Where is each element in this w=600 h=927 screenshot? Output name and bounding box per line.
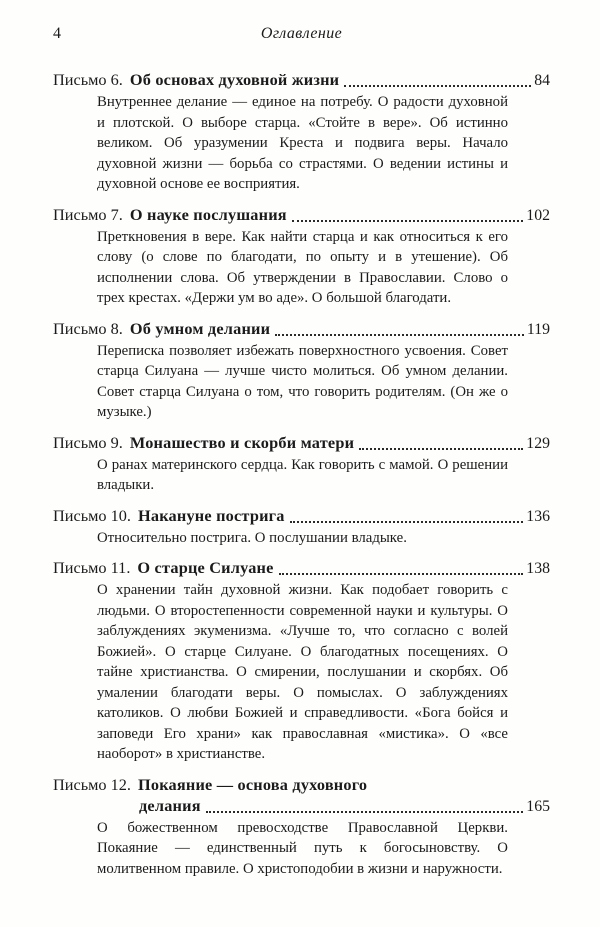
dotted-leader	[344, 85, 531, 87]
entry-title: О старце Силуане	[137, 558, 274, 577]
toc-list	[53, 69, 550, 879]
entry-description: Относительно пострига. О послушании владыке.	[97, 529, 407, 546]
toc-entry-heading	[53, 204, 550, 226]
entry-description: Внутреннее делание — единое на потребу. О радости духовной и плотской. О выборе старца. «Стойте в вере». Об истинно великом. Об уразумении Креста и подвига веры. Начало духовной жизни — борьба со страстями. О ведении истины и духовной основе ее восприятия.	[97, 94, 508, 192]
entry-description: Переписка позволяет избежать поверхностного усвоения. Совет старца Силуана — лучше чисто молиться. Об умном делании. Совет старца Силуана о том, что говорить родителям. (Он же о музыке.)	[97, 342, 508, 420]
entry-prefix: Письмо 9.	[53, 432, 123, 452]
entry-page-number: 119	[526, 320, 550, 338]
entry-page-number: 138	[526, 560, 550, 577]
toc-entry	[53, 774, 550, 880]
toc-entry-heading	[53, 318, 550, 340]
entry-title: Накануне пострига	[138, 505, 285, 525]
entry-prefix: Письмо 12.	[53, 774, 131, 794]
dotted-leader	[279, 573, 524, 575]
entry-page-number: 129	[526, 434, 550, 452]
entry-page-number: 84	[534, 72, 550, 89]
entry-description: О божественном превосходстве Православной Церкви. Покаяние — единственный путь к богосыновству. О молитвенном правиле. О христоподобии в жизни и наружности.	[97, 819, 508, 877]
dotted-leader	[206, 811, 524, 813]
toc-entry-heading	[53, 69, 550, 91]
entry-page-number: 136	[526, 507, 550, 525]
entry-description: О хранении тайн духовной жизни. Как подобает говорить с людьми. О второстепенности современной науки и культуры. О заблуждениях экуменизма. «Лучше то, что согласно с волей Божией». О старце Силуане. О благодатных посещениях. О тайне христианства. О смирении, послушании и скорбях. Об умалении благодати веры. О помыслах. О заблуждениях католиков. О любви Божией и справедливости. «Бога бойся и заповеди Его храни» как православная «мистика». О «все наоборот» в христианстве.	[97, 582, 508, 762]
toc-entry-heading	[53, 505, 550, 527]
entry-title: Об основах духовной жизни	[129, 70, 340, 89]
entry-page-number: 165	[526, 797, 550, 815]
toc-entry-heading	[53, 774, 550, 795]
dotted-leader	[290, 521, 524, 523]
toc-entry-heading	[53, 557, 550, 579]
dotted-leader	[275, 334, 524, 336]
toc-entry-heading-continued	[139, 795, 550, 817]
toc-entry	[53, 204, 550, 309]
entry-page-number: 102	[526, 206, 550, 224]
running-title: Оглавление	[260, 25, 343, 42]
toc-entry	[53, 557, 550, 765]
entry-title: Монашество и скорби матери	[129, 432, 355, 452]
entry-prefix: Письмо 6.	[53, 70, 123, 89]
entry-prefix: Письмо 10.	[53, 505, 131, 525]
entry-title-continued: делания	[139, 795, 201, 815]
entry-description: О ранах материнского сердца. Как говорить с мамой. О решении владыки.	[97, 456, 508, 493]
entry-prefix: Письмо 8.	[53, 318, 123, 338]
entry-title: Об умном делании	[129, 318, 271, 338]
entry-description: Преткновения в вере. Как найти старца и как относиться к его слову (о слове по благодати, по опыту и в утешение). Об исполнении слова. Об утверждении в Православии. Слово о трех крестах. «Держи ум во аде». О большой благодати.	[97, 228, 508, 306]
toc-entry-heading	[53, 432, 550, 454]
toc-entry	[53, 318, 550, 423]
toc-entry	[53, 432, 550, 496]
dotted-leader	[359, 448, 523, 450]
entry-title: О науке послушания	[129, 204, 287, 224]
entry-prefix: Письмо 11.	[53, 558, 131, 577]
toc-entry	[53, 505, 550, 549]
entry-title: Покаяние — основа духовного	[138, 774, 368, 794]
page-header	[53, 24, 550, 44]
dotted-leader	[292, 220, 524, 222]
entry-prefix: Письмо 7.	[53, 204, 123, 224]
page-number: 4	[53, 25, 61, 42]
toc-entry	[53, 69, 550, 195]
